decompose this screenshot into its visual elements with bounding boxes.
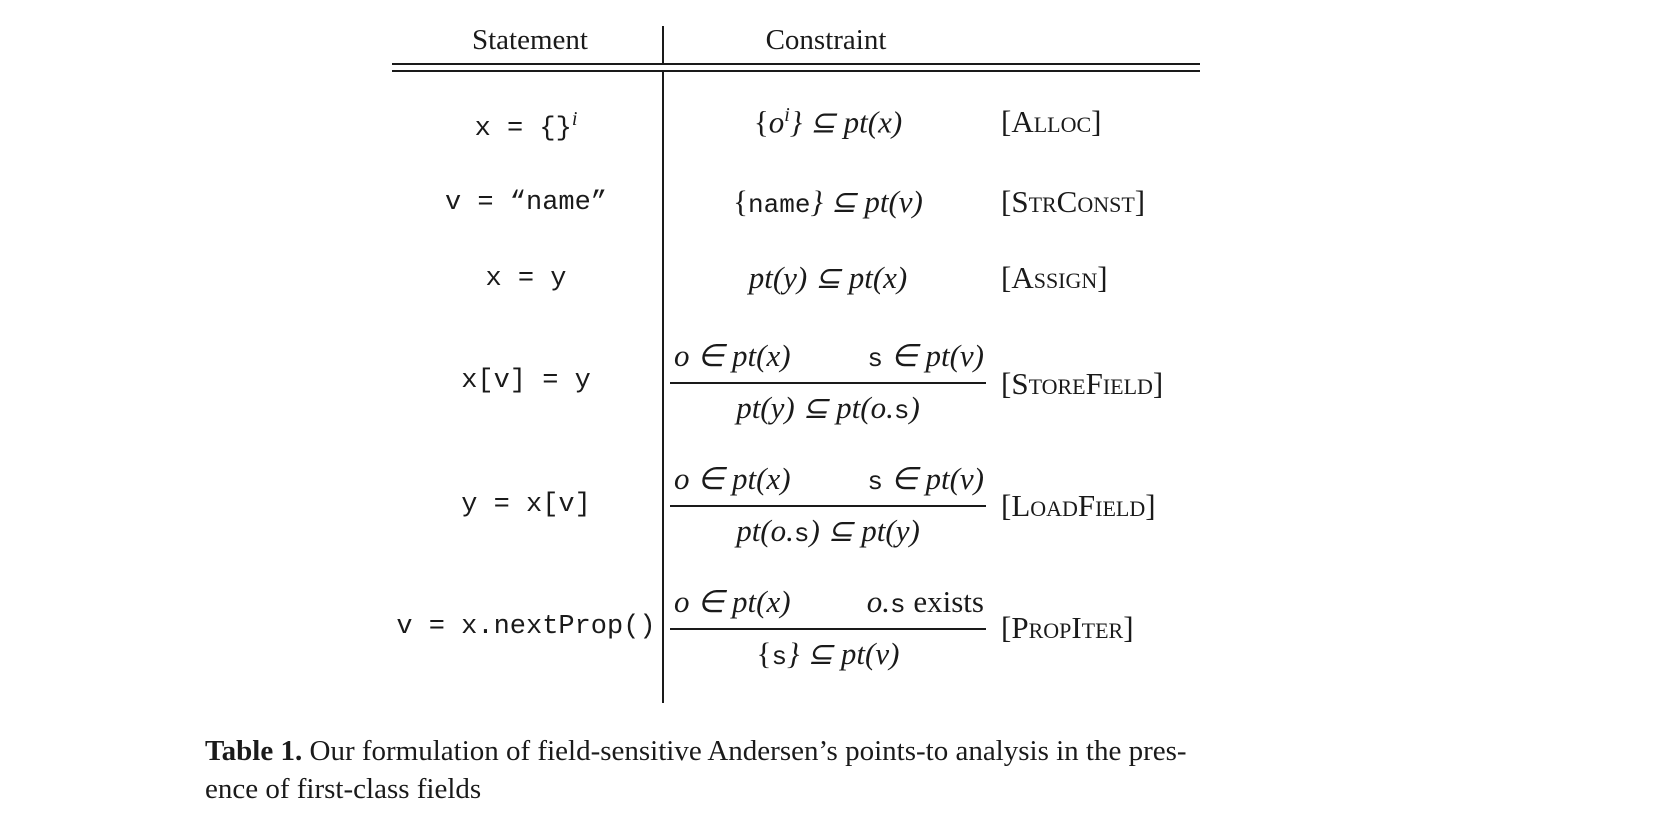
premise-right: s ∈ pt(v) <box>867 461 984 497</box>
header-statement: Statement <box>472 24 588 56</box>
header-rule-top <box>392 63 1200 65</box>
inference-loadfield <box>670 461 986 549</box>
caption-text-line2: ence of first-class fields <box>205 773 482 805</box>
inference-bar <box>670 628 986 630</box>
inference-propiter <box>670 584 986 672</box>
premise-left: o ∈ pt(x) <box>674 584 791 619</box>
rule-name-propiter: [PropIter] <box>1001 610 1134 645</box>
inference-bar <box>670 505 986 507</box>
conclusion: pt(o.s) ⊆ pt(y) <box>736 513 920 549</box>
rule-name-loadfield: [LoadField] <box>1001 488 1156 523</box>
premise-left: o ∈ pt(x) <box>674 338 791 373</box>
caption-text-line1: Our formulation of field-sensitive Andersen’s points-to analysis in the pres- <box>309 735 1187 767</box>
statement-storefield: x[v] = y <box>461 366 591 396</box>
rule-name-assign: [Assign] <box>1001 260 1108 295</box>
rule-name-storefield: [StoreField] <box>1001 366 1164 401</box>
column-divider-body <box>662 71 664 703</box>
statement-propiter: v = x.nextProp() <box>396 612 656 642</box>
rule-name-alloc: [Alloc] <box>1001 104 1102 139</box>
conclusion: pt(y) ⊆ pt(o.s) <box>736 390 920 426</box>
conclusion: {s} ⊆ pt(v) <box>756 636 900 672</box>
premise-right: o.s exists <box>866 584 984 620</box>
caption-label: Table 1. <box>205 735 303 767</box>
premise-right: s ∈ pt(v) <box>867 338 984 374</box>
inference-storefield <box>670 338 986 426</box>
statement-loadfield: y = x[v] <box>461 490 591 520</box>
statement-alloc: x = {}$^i$ <box>474 108 578 144</box>
premise-left: o ∈ pt(x) <box>674 461 791 496</box>
constraint-alloc: $\{o^i\}$ ⊆ pt(x) <box>753 104 903 140</box>
table-caption <box>205 732 1405 808</box>
constraint-assign: pt(y) ⊆ pt(x) <box>748 260 908 295</box>
rule-name-strconst: [StrConst] <box>1001 184 1146 219</box>
statement-strconst: v = “name” <box>444 188 608 218</box>
column-divider-header <box>662 26 664 64</box>
statement-assign: x = y <box>485 264 567 294</box>
constraint-strconst: {name} ⊆ pt(v) <box>733 184 923 220</box>
header-constraint: Constraint <box>765 24 887 56</box>
header-rule-bottom <box>392 70 1200 72</box>
inference-bar <box>670 382 986 384</box>
